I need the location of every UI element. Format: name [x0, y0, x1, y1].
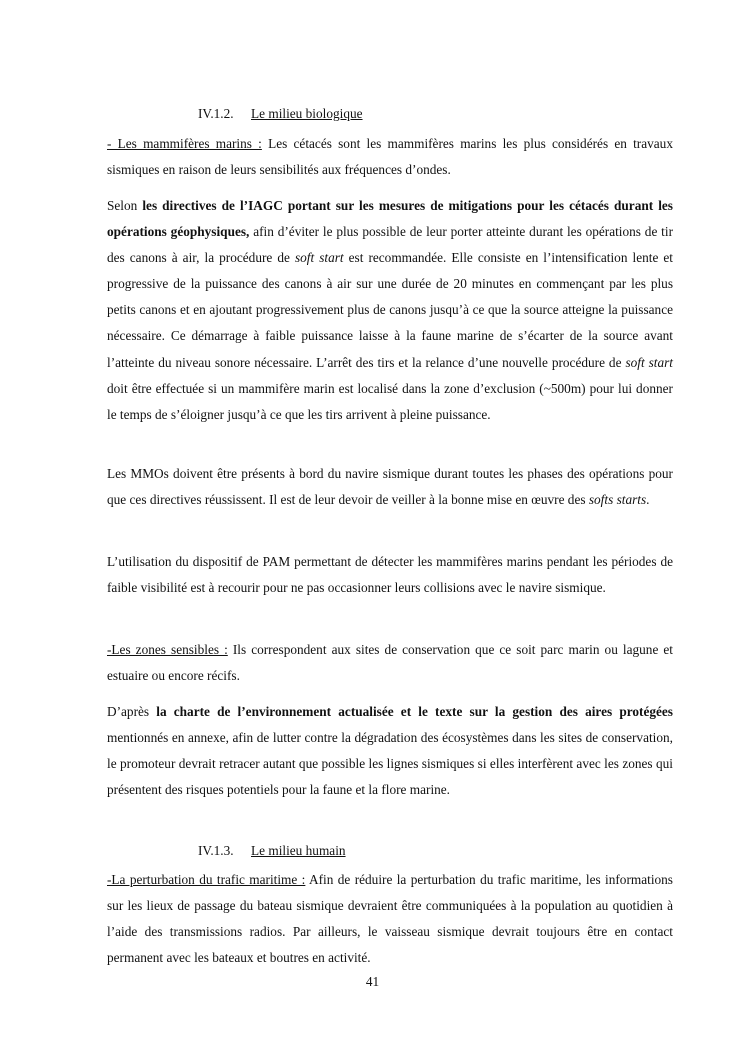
page-number: 41	[365, 974, 380, 989]
paragraph-mmos	[107, 461, 673, 513]
section-title: Le milieu humain	[251, 843, 346, 858]
text-run: afin d’éviter le plus possible de leur porter atteinte durant les opérations de tir des canons à air, la procédure de	[107, 224, 673, 266]
text-run: Selon	[107, 198, 143, 213]
paragraph-iagc-directives	[107, 193, 673, 428]
section-number: IV.1.3.	[198, 843, 234, 858]
text-run: doit être effectuée si un mammifère marin est localisé dans la zone d’exclusion (~500m) pour lui donner le temps de s’éloigner jusqu’à ce que les tirs arrivent à pleine puissance.	[107, 380, 673, 422]
paragraph-pam	[107, 549, 673, 601]
section-number: IV.1.2.	[198, 106, 234, 121]
paragraph-label: - Les mammifères marins :	[107, 136, 262, 151]
text-run: est recommandée. Elle consiste en l’intensification lente et progressive de la puissance des canons à air sur une durée de 20 minutes en commençant par les plus petits canons et en ajoutant progressivement plus de canons jusqu’à ce que la source atteigne la puissance nécessaire. Ce démarrage à faible puissance laisse à la faune marine de s’écarter de la source avant l’atteinte du niveau sonore nécessaire. L’arrêt des tirs et la relance d’une nouvelle procédure de	[107, 250, 673, 370]
paragraph-text: Les cétacés sont les mammifères marins les plus considérés en travaux sismiques en raison de leurs sensibilités aux fréquences d’ondes.	[107, 136, 673, 178]
text-run: D’après	[107, 704, 157, 719]
bold-run: les directives de l’IAGC portant sur les mesures de mitigations pour les cétacés durant les opérations géophysiques,	[107, 198, 673, 240]
paragraph-maritime-traffic	[107, 867, 673, 971]
text-run: Les MMOs doivent être présents à bord du navire sismique durant toutes les phases des opérations pour que ces directives réussissent. Il est de leur devoir de veiller à la bonne mise en œuvre des	[107, 466, 673, 508]
paragraph-marine-mammals	[107, 131, 673, 183]
section-heading-iv-1-3	[198, 843, 346, 859]
paragraph-text: Afin de réduire la perturbation du trafic maritime, les informations sur les lieux de passage du bateau sismique devraient être communiquées à la population au quotidien à l’aide des transmissions radios. Par ailleurs, le vaisseau sismique devrait toujours être en contact permanent avec les bateaux et boutres en activité.	[107, 872, 673, 966]
paragraph-environment-charter	[107, 699, 673, 803]
text-run: mentionnés en annexe, afin de lutter contre la dégradation des écosystèmes dans les sites de conservation, le promoteur devrait retracer autant que possible les lignes sismiques si elles interfèrent avec les zones qui présentent des risques potentiels pour la faune et la flore marine.	[107, 730, 673, 798]
italic-run: soft start	[294, 250, 344, 266]
paragraph-text: L’utilisation du dispositif de PAM permettant de détecter les mammifères marins pendant les périodes de faible visibilité est à recourir pour ne pas occasionner leurs collisions avec le navire sismique.	[107, 554, 673, 596]
paragraph-label: -Les zones sensibles :	[107, 642, 228, 657]
paragraph-sensitive-zones	[107, 637, 673, 689]
bold-run: la charte de l’environnement actualisée et le texte sur la gestion des aires protégées	[156, 704, 673, 719]
text-run: .	[646, 492, 650, 508]
paragraph-label: -La perturbation du trafic maritime :	[107, 872, 306, 887]
italic-run: soft start	[625, 354, 673, 370]
section-title: Le milieu biologique	[251, 106, 363, 121]
paragraph-text: Ils correspondent aux sites de conservation que ce soit parc marin ou lagune et estuaire ou encore récifs.	[107, 642, 673, 684]
section-heading-iv-1-2	[198, 106, 363, 122]
italic-run: softs starts	[588, 492, 647, 508]
